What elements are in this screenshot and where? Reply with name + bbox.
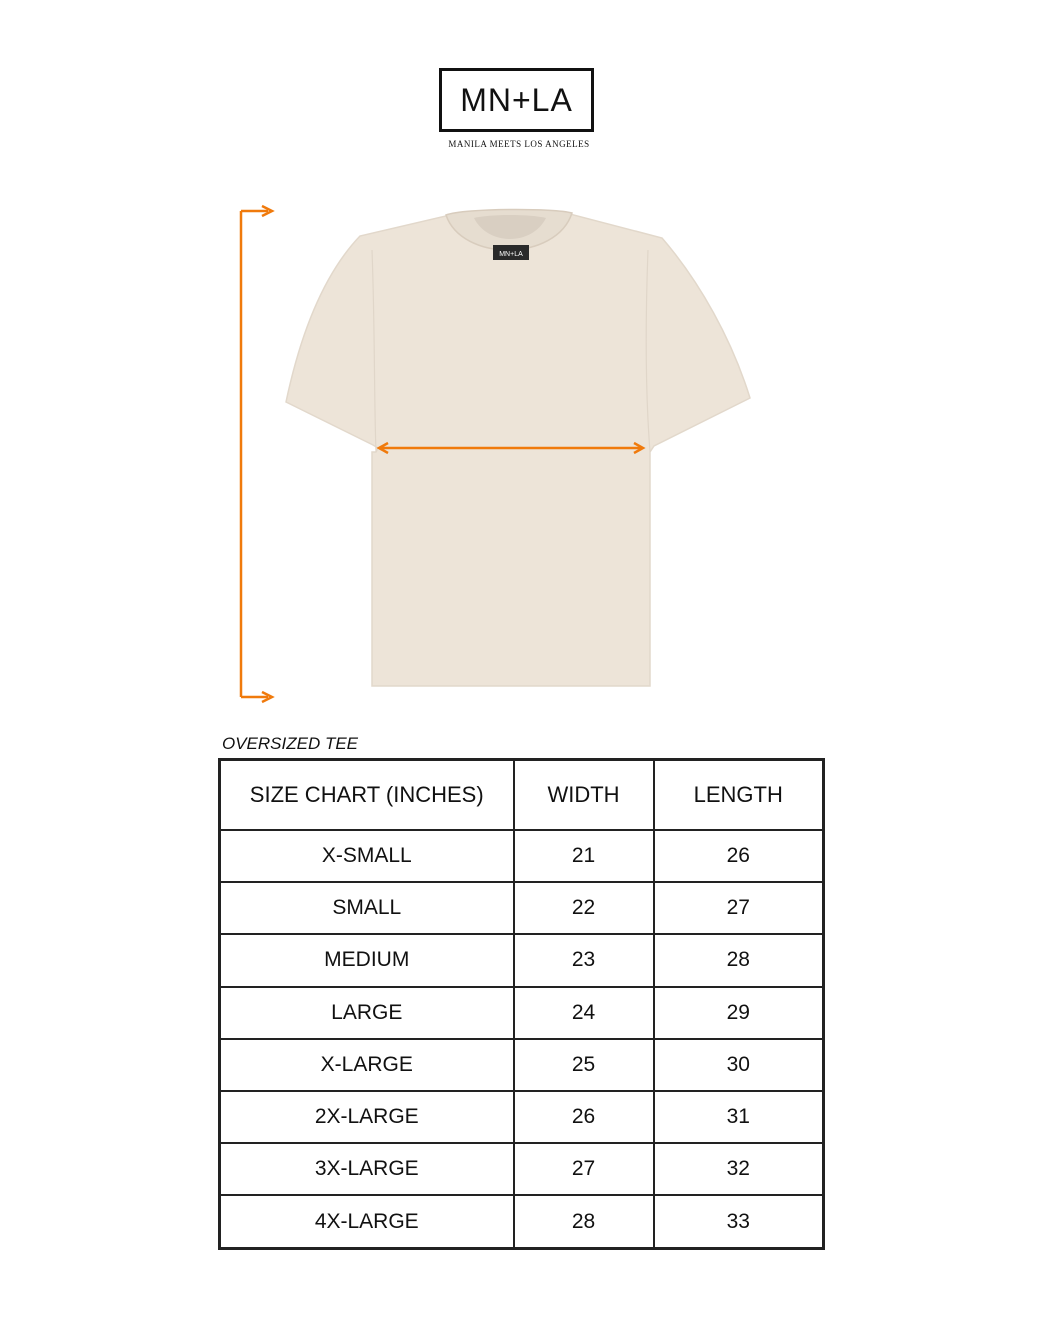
- size-cell: LARGE: [220, 987, 514, 1039]
- size-cell: MEDIUM: [220, 934, 514, 986]
- column-header-size: SIZE CHART (INCHES): [220, 760, 514, 831]
- size-cell: SMALL: [220, 882, 514, 934]
- table-row: [220, 1143, 824, 1195]
- length-cell: 32: [654, 1143, 824, 1195]
- size-cell: X-LARGE: [220, 1039, 514, 1091]
- width-cell: 25: [514, 1039, 654, 1091]
- brand-logo-text: MN+LA: [460, 81, 573, 118]
- table-row: [220, 830, 824, 882]
- table-row: [220, 1091, 824, 1143]
- neck-label-text: MN+LA: [499, 251, 523, 258]
- width-cell: 28: [514, 1195, 654, 1248]
- length-cell: 26: [654, 830, 824, 882]
- tshirt-body: [286, 214, 750, 686]
- width-cell: 24: [514, 987, 654, 1039]
- size-cell: X-SMALL: [220, 830, 514, 882]
- length-cell: 28: [654, 934, 824, 986]
- size-cell: 3X-LARGE: [220, 1143, 514, 1195]
- length-measure-arrow: [241, 206, 272, 702]
- width-cell: 22: [514, 882, 654, 934]
- garment-title: OVERSIZED TEE: [222, 734, 359, 753]
- size-cell: 2X-LARGE: [220, 1091, 514, 1143]
- length-cell: 31: [654, 1091, 824, 1143]
- length-cell: 29: [654, 987, 824, 1039]
- size-cell: 4X-LARGE: [220, 1195, 514, 1248]
- width-cell: 27: [514, 1143, 654, 1195]
- table-row: [220, 934, 824, 986]
- brand-tagline: MANILA MEETS LOS ANGELES: [448, 139, 590, 149]
- size-chart-header-row: [220, 760, 824, 831]
- table-row: [220, 882, 824, 934]
- column-header-length: LENGTH: [654, 760, 824, 831]
- length-cell: 30: [654, 1039, 824, 1091]
- width-cell: 21: [514, 830, 654, 882]
- table-row: [220, 1039, 824, 1091]
- column-header-width: WIDTH: [514, 760, 654, 831]
- length-cell: 27: [654, 882, 824, 934]
- width-cell: 23: [514, 934, 654, 986]
- length-cell: 33: [654, 1195, 824, 1248]
- size-chart-table: [218, 758, 825, 1250]
- width-cell: 26: [514, 1091, 654, 1143]
- table-row: [220, 1195, 824, 1248]
- table-row: [220, 987, 824, 1039]
